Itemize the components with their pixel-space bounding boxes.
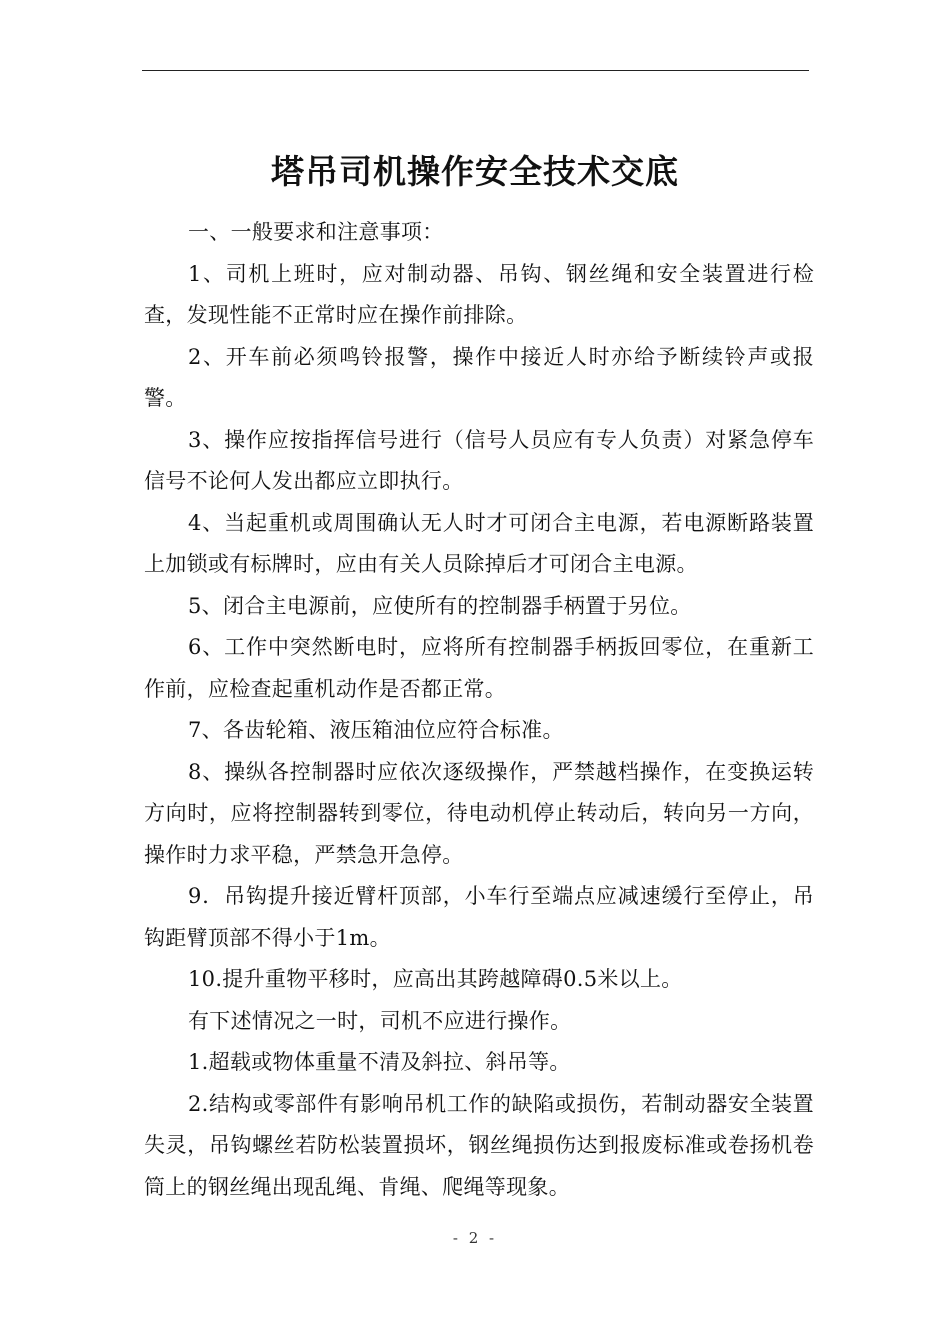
paragraph: 4、当起重机或周围确认无人时才可闭合主电源，若电源断路装置上加锁或有标牌时，应由有关人员除掉后才可闭合主电源。 <box>144 510 814 576</box>
paragraph: 1、司机上班时，应对制动器、吊钩、钢丝绳和安全装置进行检查，发现性能不正常时应在操作前排除。 <box>144 261 814 327</box>
paragraph: 6、工作中突然断电时，应将所有控制器手柄扳回零位，在重新工作前，应检查起重机动作是否都正常。 <box>144 635 814 701</box>
paragraph: 8、操纵各控制器时应依次逐级操作，严禁越档操作，在变换运转方向时，应将控制器转到零位，待电动机停止转动后，转向另一方向，操作时力求平稳，严禁急开急停。 <box>144 759 814 867</box>
document-body <box>144 212 814 1208</box>
paragraph: 9．吊钩提升接近臂杆顶部，小车行至端点应减速缓行至停止，吊钩距臂顶部不得小于1m。 <box>144 884 814 950</box>
paragraph: 有下述情况之一时，司机不应进行操作。 <box>188 1008 572 1033</box>
paragraph: 3、操作应按指挥信号进行（信号人员应有专人负责）对紧急停车信号不论何人发出都应立即执行。 <box>144 427 814 493</box>
paragraph: 10.提升重物平移时，应高出其跨越障碍0.5米以上。 <box>188 967 683 991</box>
section-heading: 一、一般要求和注意事项： <box>188 220 444 244</box>
paragraph: 5、闭合主电源前，应使所有的控制器手柄置于另位。 <box>188 593 692 618</box>
page-number: - 2 - <box>452 1229 498 1247</box>
document-title: 塔吊司机操作安全技术交底 <box>271 152 679 191</box>
header-rule <box>142 70 809 71</box>
paragraph: 1.超载或物体重量不清及斜拉、斜吊等。 <box>188 1050 571 1074</box>
paragraph: 7、各齿轮箱、液压箱油位应符合标准。 <box>188 718 564 742</box>
paragraph: 2、开车前必须鸣铃报警，操作中接近人时亦给予断续铃声或报警。 <box>144 344 814 410</box>
paragraph: 2.结构或零部件有影响吊机工作的缺陷或损伤，若制动器安全装置失灵，吊钩螺丝若防松装置损坏，钢丝绳损伤达到报废标准或卷扬机卷筒上的钢丝绳出现乱绳、肯绳、爬绳等现象。 <box>144 1091 814 1199</box>
